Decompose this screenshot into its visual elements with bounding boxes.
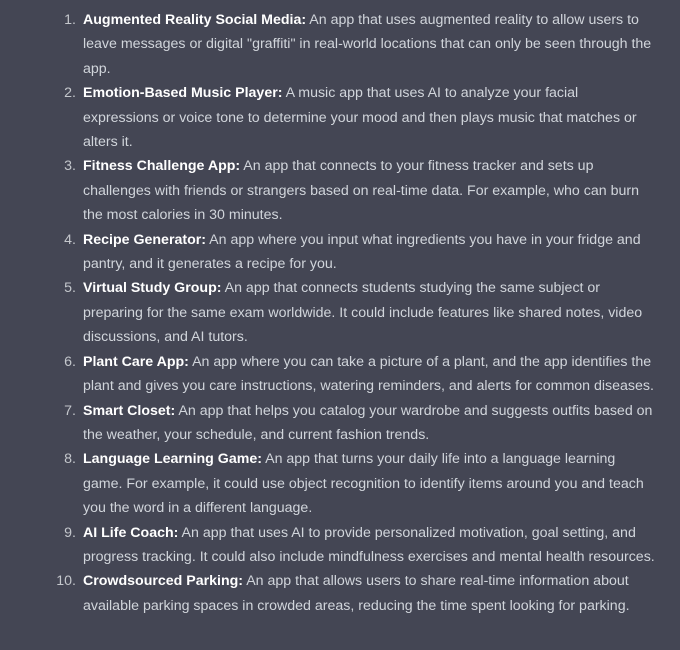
list-item-number: 5. [64,280,76,297]
list-item-description: An app that connects to your fitness tracker and sets up challenges with friends or strangers based on real-time data. For example, who can burn the most calories in 30 minutes. [83,158,639,224]
list-item-description: An app that uses AI to provide personalized motivation, goal setting, and progress tracking. It could also include mindfulness exercises and mental health resources. [83,524,655,565]
list-item-title: Language Learning Game: [83,451,262,468]
list-item [0,8,656,81]
list-item [0,228,656,277]
list-item-description: An app where you input what ingredients you have in your fridge and pantry, and it generates a recipe for you. [83,231,641,273]
list-item [0,447,656,520]
list-item-description: An app that turns your daily life into a language learning game. For example, it could use object recognition to identify items around you and teach you the word in a different language. [83,451,644,517]
list-item-number: 2. [64,85,76,102]
list-item-number: 9. [64,524,76,541]
list-item-number: 10. [56,573,76,590]
list-item [0,569,656,618]
list-item-title: Recipe Generator: [83,231,206,248]
list-item [0,276,656,349]
list-item [0,521,656,570]
list-item-title: Emotion-Based Music Player: [83,85,283,102]
list-item-title: Augmented Reality Social Media: [83,12,307,28]
list-item-number: 3. [64,158,76,175]
app-ideas-list [0,8,656,618]
list-item-number: 6. [64,353,76,370]
list-item-number: 1. [64,12,76,28]
list-item-description: An app that uses augmented reality to allow users to leave messages or digital "graffiti" in real-world locations that can only be seen through the app. [83,12,652,77]
list-item-description: An app that helps you catalog your wardrobe and suggests outfits based on the weather, your schedule, and current fashion trends. [83,402,653,443]
list-item-title: Smart Closet: [83,402,176,419]
list-item-number: 7. [64,402,76,419]
list-item-description: An app that connects students studying the same subject or preparing for the same exam worldwide. It could include features like shared notes, video discussions, and AI tutors. [83,280,643,346]
list-item-number: 4. [64,231,76,248]
list-item-title: Virtual Study Group: [83,280,222,297]
list-item [0,81,656,154]
list-item-number: 8. [64,451,76,468]
list-item-description: An app that allows users to share real-time information about available parking spaces in crowded areas, reducing the time spent looking for parking. [83,573,630,614]
list-item-title: AI Life Coach: [83,524,179,541]
list-item-description: A music app that uses AI to analyze your facial expressions or voice tone to determine your mood and then plays music that matches or alters it. [83,85,637,151]
list-item-title: Crowdsourced Parking: [83,573,244,590]
list-item [0,350,656,399]
list-item-description: An app where you can take a picture of a plant, and the app identifies the plant and gives you care instructions, watering reminders, and alerts for common diseases. [83,353,654,395]
list-item-title: Fitness Challenge App: [83,158,241,175]
list-item [0,399,656,448]
list-item-title: Plant Care App: [83,353,189,370]
list-item [0,154,656,227]
